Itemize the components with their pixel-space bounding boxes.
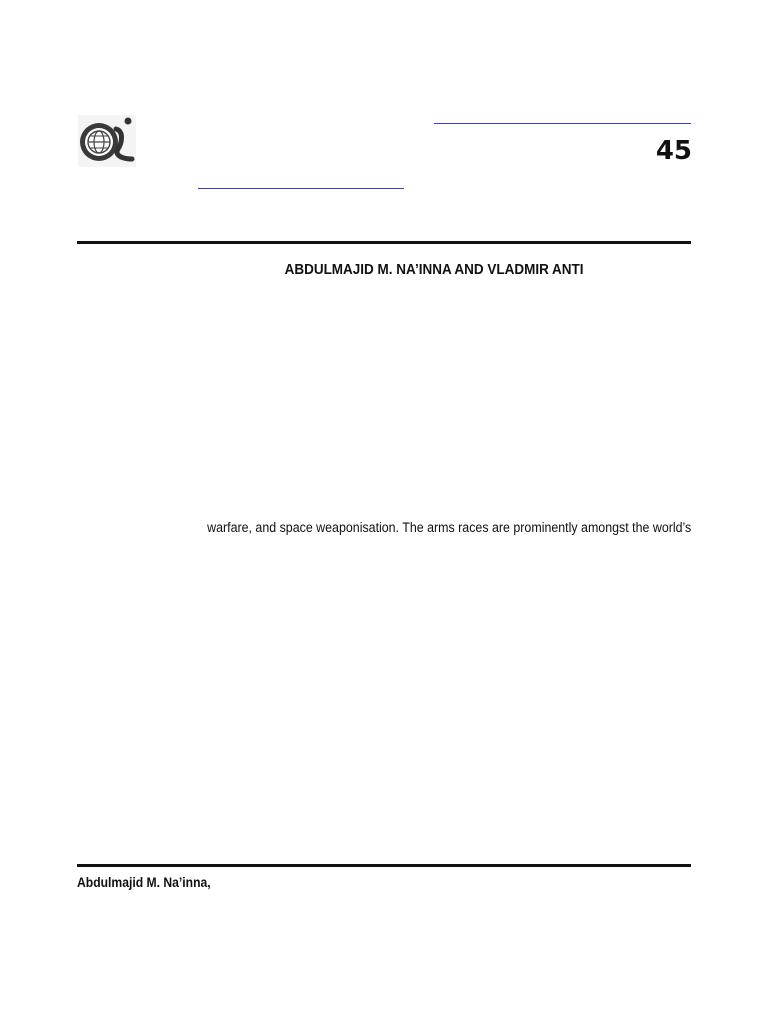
header-link-underline-secondary[interactable] — [198, 188, 404, 189]
footnote-author: Abdulmajid M. Na’inna, — [77, 875, 211, 890]
running-head-text: ABDULMAJID M. NA’INNA AND VLADMIR ANTI — [284, 262, 584, 278]
journal-logo-icon — [78, 115, 136, 167]
footnote-rule — [77, 864, 691, 867]
header-rule — [77, 241, 691, 244]
page-number: 45 — [655, 136, 692, 166]
header-link-underline[interactable] — [434, 123, 691, 124]
running-head-authors — [30, 261, 744, 279]
body-text-line: warfare, and space weaponisation. The arms races are prominently amongst the world’s — [206, 520, 691, 535]
